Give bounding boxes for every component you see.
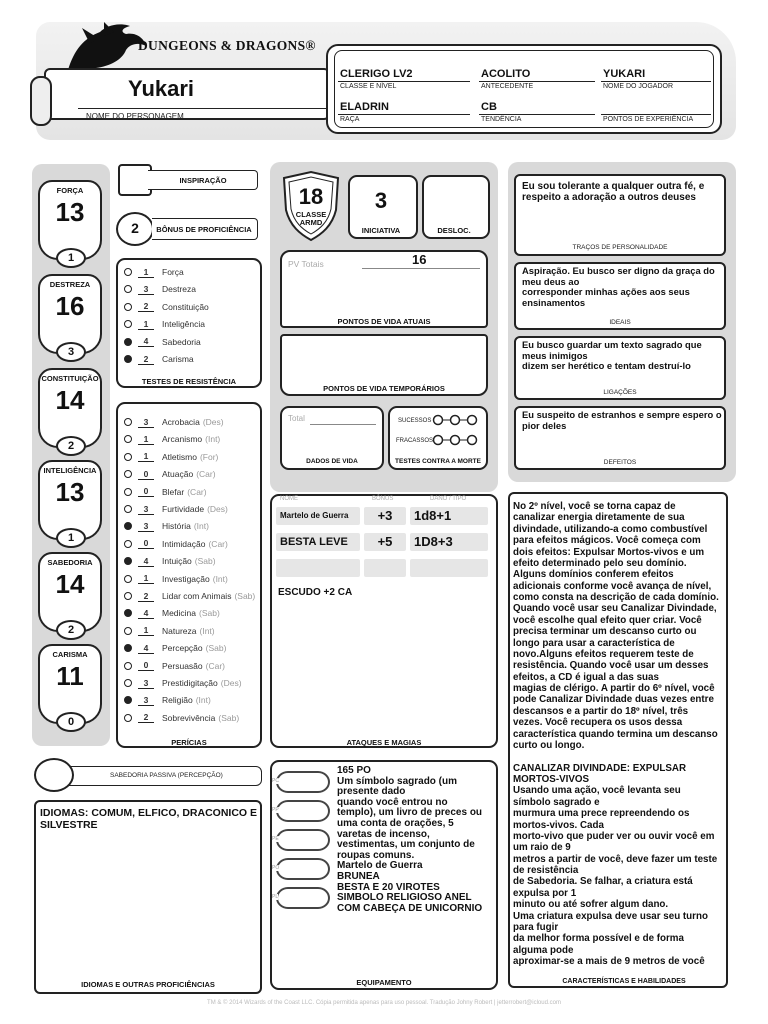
proficiency-dot-icon[interactable] (124, 557, 132, 565)
skill-row[interactable] (124, 485, 207, 499)
ability-score[interactable]: 11 (56, 661, 84, 691)
ability-name: SABEDORIA (47, 558, 93, 567)
save-row[interactable] (124, 317, 205, 331)
skill-value[interactable]: 2 (138, 591, 154, 602)
xp-line (601, 114, 711, 115)
skill-label: Investigação (162, 573, 210, 584)
save-row[interactable] (124, 335, 201, 349)
alignment-label: TENDÊNCIA (481, 116, 522, 123)
skill-attribute: (Car) (196, 469, 216, 480)
alignment-line (479, 114, 595, 115)
proficiency-dot-icon[interactable] (124, 320, 132, 328)
skill-row[interactable] (124, 572, 228, 586)
feature-line: curto ou longo. (513, 739, 585, 751)
scroll-curl-left (30, 76, 52, 126)
bonds-text[interactable]: Eu busco guardar um texto sagrado que meus inimigos dizem ser herético e tentam destruí-lo (522, 339, 702, 372)
personality-text[interactable]: Eu sou tolerante a qualquer outra fé, e respeito a adoração a outros deuses (522, 181, 705, 204)
coin-label: PP (272, 807, 279, 813)
skill-row[interactable] (124, 641, 226, 655)
feature-line: vezes. Você recupera os usos dessa (513, 717, 683, 729)
skill-row[interactable] (124, 554, 216, 568)
equipment-line: BESTA E 20 VIROTES (337, 881, 440, 893)
coin-field[interactable] (272, 800, 330, 822)
proficiency-dot-icon[interactable] (124, 609, 132, 617)
skill-value[interactable]: 1 (138, 451, 154, 462)
class-level-value: CLERIGO LV2 (340, 68, 413, 80)
attack-name[interactable]: BESTA LEVE (276, 533, 360, 551)
proficiency-dot-icon[interactable] (124, 285, 132, 293)
skill-row[interactable] (124, 676, 242, 690)
feature-line: da melhor forma possível e de forma (513, 933, 684, 945)
attacks-title: ATAQUES E MAGIAS (346, 738, 422, 747)
ability-modifier[interactable]: 3 (56, 342, 86, 362)
hit-dice-total-label: Total (288, 414, 305, 423)
xp-label: PONTOS DE EXPERIÊNCIA (603, 116, 694, 123)
save-label: Força (162, 267, 184, 277)
proficiency-dot-icon[interactable] (124, 696, 132, 704)
skill-value[interactable]: 0 (138, 538, 154, 549)
skill-label: Medicina (162, 608, 197, 619)
skill-attribute: (Int) (199, 625, 215, 636)
proficiency-dot-icon[interactable] (124, 338, 132, 346)
skill-label: Prestidigitação (162, 678, 218, 688)
skill-attribute: (Car) (187, 486, 207, 497)
ability-box (38, 460, 102, 544)
skill-label: Intimidação (162, 538, 206, 549)
features-text[interactable] (513, 501, 727, 973)
save-row[interactable] (124, 300, 209, 314)
feature-line: resistência. Quando você usar um desses (513, 660, 709, 672)
hp-max-line (362, 268, 480, 269)
feature-line: alguma pode (513, 944, 574, 956)
attack-name[interactable]: Martelo de Guerra (276, 507, 360, 525)
passive-perception-label: SABEDORIA PASSIVA (PERCEPÇÃO) (110, 772, 223, 779)
equipment-line: uma conta de orações, 5 (337, 817, 454, 829)
skill-attribute: (Sab) (194, 556, 216, 567)
background-label: ANTECEDENTE (481, 83, 534, 90)
feature-line: precisa terminar um descanso curto ou (513, 626, 697, 638)
race-label: RAÇA (340, 116, 360, 123)
ability-modifier[interactable]: 2 (56, 436, 86, 456)
ability-name: FORÇA (56, 186, 84, 195)
skill-row[interactable] (124, 519, 209, 533)
proficiency-dot-icon[interactable] (124, 592, 132, 600)
attack-damage[interactable]: 1D8+3 (410, 533, 488, 551)
death-success-circles-icon[interactable] (432, 414, 478, 426)
hit-dice-total-line (310, 424, 376, 425)
feature-line: efeito determinado pelo seu domínio. (513, 557, 687, 569)
proficiency-label: BÔNUS DE PROFICIÊNCIA (156, 225, 252, 234)
attack-bonus[interactable]: +5 (364, 533, 406, 551)
ability-score[interactable]: 13 (55, 197, 85, 227)
ability-box (38, 180, 102, 264)
feature-line: característica quando termina um descanso (513, 728, 718, 740)
name-underline (78, 108, 326, 109)
ideals-text[interactable]: Aspiração. Eu busco ser digno da graça do meu deus ao corresponder minhas ações aos seus ensinamentos (522, 265, 715, 308)
skill-attribute: (Des) (220, 678, 242, 688)
proficiency-dot-icon[interactable] (124, 355, 132, 363)
proficiency-dot-icon[interactable] (124, 575, 132, 583)
feature-line: símbolo sagrado e (513, 796, 600, 808)
feature-line: para efeitos mágicos. Você começa com (513, 535, 701, 547)
feature-line: novo.Alguns efeitos requerem teste de (513, 648, 694, 660)
save-label: Destreza (162, 284, 197, 295)
character-name-label: NOME DO PERSONAGEM (86, 112, 184, 121)
attack-name[interactable] (276, 559, 360, 577)
ideals-label: IDEAIS (609, 319, 631, 326)
ability-box (38, 644, 102, 728)
proficiency-dot-icon[interactable] (124, 453, 132, 461)
flaws-label: DEFEITOS (603, 459, 637, 466)
attacks-col-name: NOME (280, 496, 298, 502)
skill-label: Blefar (162, 486, 185, 497)
skill-row[interactable] (124, 415, 224, 429)
ability-modifier[interactable]: 0 (56, 712, 86, 732)
ability-name: CARISMA (52, 650, 88, 659)
equipment-line: Um símbolo sagrado (um (337, 775, 458, 787)
hp-max-value: 16 (412, 252, 427, 267)
attack-bonus[interactable]: +3 (364, 507, 406, 525)
skill-value[interactable]: 4 (138, 608, 154, 619)
save-label: Inteligência (162, 319, 206, 330)
ability-score[interactable]: 14 (55, 385, 85, 415)
footer-copyright: TM & © 2014 Wizards of the Coast LLC. Cópia permitida apenas para uso pessoal. Tradução Johny Robert | jetterrobert@icloud.com (207, 1000, 561, 1006)
background-value: ACOLITO (481, 68, 531, 80)
skill-value[interactable]: 0 (138, 469, 154, 480)
feature-line: metros a partir de você, deve fazer um teste (513, 853, 718, 865)
feature-line: divindade, utilizando-a como combustível (513, 523, 708, 535)
feature-line: CANALIZAR DIVINDADE: EXPULSAR (513, 762, 687, 774)
skill-attribute: (Car) (205, 660, 225, 671)
save-label: Carisma (162, 354, 194, 364)
skill-attribute: (Int) (212, 573, 228, 584)
skill-label: Atletismo (162, 451, 197, 462)
proficiency-dot-icon[interactable] (124, 268, 132, 276)
equipment-line: templo), um livro de preces ou (337, 807, 483, 819)
equipment-line: presente dado (337, 786, 406, 798)
skill-row[interactable] (124, 467, 216, 481)
feature-line: adicionais conforme você avança de nível, (513, 580, 712, 592)
skill-attribute: (For) (199, 451, 219, 462)
coin-field[interactable] (272, 829, 330, 851)
skill-value[interactable]: 3 (138, 521, 154, 532)
coin-field[interactable] (272, 771, 330, 793)
feature-line: para fugir (513, 921, 559, 933)
feature-line: aproximar-se a mais de 9 metros de você (513, 956, 705, 967)
armor-class-label: CLASSE ARMD (295, 210, 327, 227)
feature-line: de resistência (513, 865, 579, 876)
skill-label: Lidar com Animais (162, 591, 232, 601)
proficiency-dot-icon[interactable] (124, 488, 132, 496)
feature-line: descansos e a partir do 18º nível, três (513, 705, 689, 717)
coin-field[interactable] (272, 858, 330, 880)
feature-line: expulsa por 1 (513, 887, 577, 899)
skill-row[interactable] (124, 711, 239, 725)
ability-modifier[interactable]: 1 (56, 528, 86, 548)
feature-line: mortos-vivos. Cada (513, 819, 604, 831)
skill-row[interactable] (124, 589, 255, 603)
feature-line: um raio de 9 (513, 842, 571, 854)
feature-line: pode Canalizar Divindade duas vezes entre (513, 694, 714, 706)
skill-row[interactable] (124, 624, 215, 638)
skill-label: Arcanismo (162, 434, 203, 445)
feature-line: morto-vivo que puder ver ou ouvir você em (513, 830, 715, 842)
ability-name: CONSTITUIÇÃO (41, 374, 99, 383)
feature-line: dois efeitos: Expulsar Mortos-vivos e um (513, 546, 705, 558)
player-value: YUKARI (603, 68, 646, 80)
skill-row[interactable] (124, 537, 228, 551)
skill-value[interactable]: 3 (138, 504, 154, 515)
skill-row[interactable] (124, 606, 220, 620)
ability-modifier[interactable]: 2 (56, 620, 86, 640)
feature-line: Alguns domínios conferem efeitos (513, 569, 674, 581)
feature-line: Uma criatura expulsa deve usar seu turno (513, 910, 708, 922)
ability-score[interactable]: 16 (55, 291, 85, 321)
feature-line: Quando você usar seu Canalizar Divindade, (513, 603, 717, 615)
bonds-label: LIGAÇÕES (603, 389, 637, 396)
skill-attribute: (Car) (208, 538, 228, 549)
skill-attribute: (Des) (207, 504, 228, 514)
skill-value[interactable]: 4 (138, 556, 154, 567)
speed-label: DESLOC. (437, 226, 471, 235)
attacks-notes[interactable]: ESCUDO +2 CA (278, 587, 353, 598)
feature-line: canalizar energia diretamente de sua (513, 512, 685, 524)
skill-label: Persuasão (162, 660, 203, 671)
save-value[interactable]: 1 (138, 267, 154, 278)
feature-line: Usando uma ação, você levanta seu (513, 785, 681, 797)
death-fail-circles-icon[interactable] (432, 434, 478, 446)
saving-throws-title: TESTES DE RESISTÊNCIA (141, 377, 237, 386)
hp-max-label: PV Totais (288, 259, 324, 269)
character-name: Yukari (128, 76, 195, 101)
equipment-line: BRUNEA (337, 870, 380, 882)
attack-bonus[interactable] (364, 559, 406, 577)
attacks-col-bonus: BÔNUS (372, 496, 394, 502)
proficiency-dot-icon[interactable] (124, 505, 132, 513)
save-value[interactable]: 2 (138, 354, 154, 365)
proficiency-dot-icon[interactable] (124, 714, 132, 722)
save-row[interactable] (124, 265, 184, 279)
proficiency-dot-icon[interactable] (124, 470, 132, 478)
armor-class-value: 18 (298, 184, 324, 209)
personality-label: TRAÇOS DE PERSONALIDADE (572, 244, 668, 251)
ability-modifier[interactable]: 1 (56, 248, 86, 268)
skill-attribute: (Des) (202, 417, 224, 427)
proficiency-dot-icon[interactable] (124, 644, 132, 652)
feature-line: efeitos, a CD é igual a das suas (513, 671, 659, 683)
skill-value[interactable]: 1 (138, 434, 154, 445)
features-title: CARACTERÍSTICAS E HABILIDADES (540, 978, 708, 985)
initiative-label: INICIATIVA (361, 226, 401, 235)
skill-label: Sobrevivência (162, 712, 216, 723)
proficiency-dot-icon[interactable] (124, 522, 132, 530)
skill-label: Intuição (162, 556, 192, 567)
skill-row[interactable] (124, 659, 225, 673)
skill-attribute: (Sab) (205, 643, 227, 654)
languages-title: IDIOMAS E OUTRAS PROFICIÊNCIAS (81, 980, 215, 989)
death-fail-label: FRACASSOS (396, 438, 434, 444)
save-row[interactable] (124, 282, 196, 296)
save-value[interactable]: 4 (138, 336, 154, 347)
equipment-title: EQUIPAMENTO (356, 978, 412, 987)
skill-label: Natureza (162, 625, 197, 636)
skill-label: História (162, 521, 191, 532)
proficiency-dot-icon[interactable] (124, 679, 132, 687)
save-label: Sabedoria (162, 336, 201, 347)
coin-label: PE (272, 836, 279, 842)
skill-value[interactable]: 4 (138, 643, 154, 654)
equipment-line: COM CABEÇA DE UNICORNIO (337, 902, 483, 914)
skill-attribute: (Sab) (199, 608, 220, 619)
feature-line: magias de clérigo. A partir do 6º nível, você (513, 683, 715, 694)
skill-label: Acrobacia (162, 417, 200, 427)
save-value[interactable]: 2 (138, 301, 154, 312)
initiative-value: 3 (374, 188, 388, 213)
class-level-label: CLASSE E NÍVEL (340, 83, 397, 90)
skill-value[interactable]: 3 (138, 678, 154, 689)
alignment-value: CB (481, 101, 497, 113)
death-saves-label: TESTES CONTRA A MORTE (395, 458, 481, 465)
skill-row[interactable] (124, 502, 228, 516)
coin-label: PO (272, 865, 280, 871)
proficiency-dot-icon[interactable] (124, 435, 132, 443)
equipment-line: varetas de incenso, (337, 828, 430, 840)
player-line (601, 81, 711, 82)
race-value: ELADRIN (340, 101, 389, 113)
languages-text[interactable]: IDIOMAS: COMUM, ELFICO, DRACONICO E SILVESTRE (40, 807, 257, 831)
coin-label: PL (272, 894, 279, 900)
feature-line: como consta na descrição de cada domínio. (513, 592, 719, 603)
feature-line: você escolhe qual efeito quer criar. Você (513, 614, 702, 626)
save-row[interactable] (124, 352, 194, 366)
player-label: NOME DO JOGADOR (603, 83, 674, 90)
skill-attribute: (Sab) (234, 591, 256, 601)
proficiency-dot-icon[interactable] (124, 627, 132, 635)
race-line (338, 114, 470, 115)
equipment-line: vestimentas, um conjunto de (337, 839, 475, 851)
skill-value[interactable]: 3 (138, 695, 154, 706)
inspiration-box[interactable] (118, 164, 152, 196)
skill-value[interactable]: 3 (138, 417, 154, 428)
ability-box (38, 274, 102, 358)
background-line (479, 81, 595, 82)
class-level-line (338, 81, 470, 82)
proficiency-dot-icon[interactable] (124, 303, 132, 311)
hp-current-label: PONTOS DE VIDA ATUAIS (337, 317, 431, 326)
feature-line: de Sabedoria. Se falhar, a criatura está (513, 876, 693, 888)
logo-text: DUNGEONS & DRAGONS® (138, 38, 316, 53)
attacks-col-damage: DANO / TIPO (430, 496, 467, 502)
proficiency-value: 2 (131, 220, 139, 236)
skill-value[interactable]: 1 (138, 625, 154, 636)
ability-box (38, 368, 102, 452)
skill-row[interactable] (124, 432, 220, 446)
hp-temp-label: PONTOS DE VIDA TEMPORÁRIOS (323, 384, 445, 393)
feature-line: MORTOS-VIVOS (513, 774, 590, 785)
skill-label: Percepção (162, 643, 203, 654)
inspiration-label: INSPIRAÇÃO (179, 176, 227, 185)
equipment-line: 165 PO (337, 765, 371, 776)
coin-label: PC (272, 778, 279, 784)
flaws-text[interactable]: Eu suspeito de estranhos e sempre espero o pior deles (522, 409, 722, 431)
skill-label: Atuação (162, 469, 194, 480)
ability-name: DESTREZA (49, 280, 91, 289)
hit-dice-label: DADOS DE VIDA (306, 458, 358, 465)
ability-score[interactable]: 14 (55, 569, 85, 599)
skill-attribute: (Int) (195, 695, 211, 706)
skill-label: Religião (162, 695, 193, 706)
equipment-text[interactable] (337, 766, 495, 914)
save-value[interactable]: 1 (138, 319, 154, 330)
attack-damage[interactable] (410, 559, 488, 577)
feature-line: murmura uma prece repreendendo os (513, 808, 690, 820)
equipment-line: roupas comuns. (337, 849, 415, 861)
feature-line: longo para usar a característica de (513, 637, 675, 649)
equipment-line: quando você entrou no (337, 796, 448, 808)
feature-line (513, 751, 727, 762)
skills-title: PERÍCIAS (171, 738, 207, 747)
ability-score[interactable]: 13 (55, 477, 85, 507)
passive-perception-circle[interactable] (34, 758, 74, 792)
attack-damage[interactable]: 1d8+1 (410, 507, 488, 525)
skill-value[interactable]: 0 (138, 660, 154, 671)
ability-name: INTELIGÊNCIA (43, 466, 97, 475)
skill-attribute: (Int) (193, 521, 209, 532)
skill-value[interactable]: 1 (138, 573, 154, 584)
proficiency-dot-icon[interactable] (124, 662, 132, 670)
skill-attribute: (Sab) (218, 712, 240, 723)
skill-value[interactable]: 0 (138, 486, 154, 497)
skill-row[interactable] (124, 450, 218, 464)
proficiency-dot-icon[interactable] (124, 540, 132, 548)
death-success-label: SUCESSOS (398, 418, 432, 424)
coin-field[interactable] (272, 887, 330, 909)
ability-box (38, 552, 102, 636)
proficiency-dot-icon[interactable] (124, 418, 132, 426)
save-label: Constituição (162, 301, 209, 312)
equipment-line: SIMBOLO RELIGIOSO ANEL (337, 892, 472, 904)
skill-row[interactable] (124, 693, 211, 707)
skill-attribute: (Int) (205, 434, 221, 445)
equipment-line: Martelo de Guerra (337, 860, 423, 872)
feature-line: No 2º nível, você se torna capaz de (513, 501, 676, 512)
skill-label: Furtividade (162, 504, 205, 514)
save-value[interactable]: 3 (138, 284, 154, 295)
feature-line: minuto ou até sofrer algum dano. (513, 899, 669, 911)
skill-value[interactable]: 2 (138, 712, 154, 723)
